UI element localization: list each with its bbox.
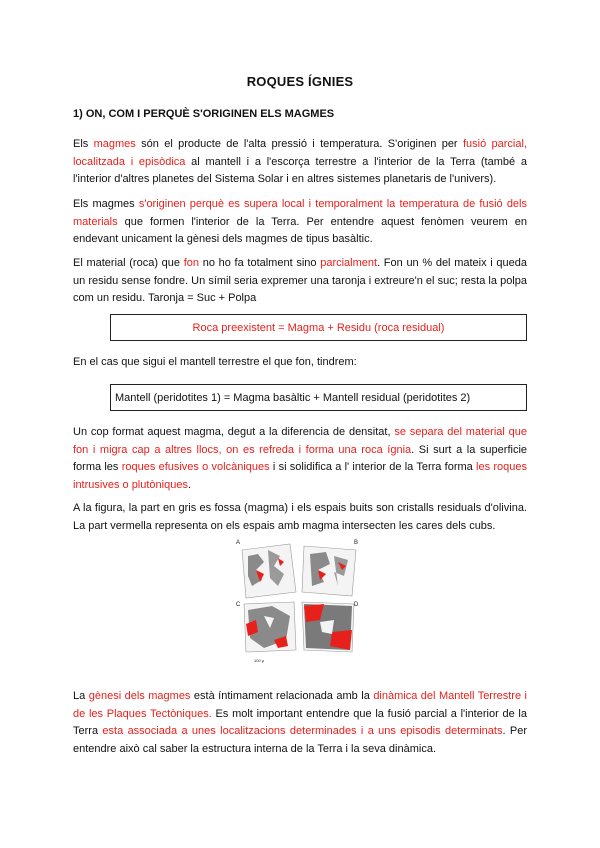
highlight-text: magmes [93, 138, 136, 150]
figure-label-a: A [236, 540, 241, 546]
paragraph-2 [73, 196, 527, 249]
text: El material (roca) que [73, 257, 184, 269]
highlight-text: s'originen perquè es supera local i temporalment la temperatura de fusió dels materials [73, 198, 527, 228]
highlight-text: fusió parcial, localitzada i episòdica [73, 138, 527, 168]
highlight-text: dinàmica del Mantell Terrestre i de les Plaques Tectòniques. [73, 690, 528, 720]
paragraph-6: A la figura, la part en gris es fossa (magma) i els espais buits son cristalls residuals d'olivina. La part vermella representa on els espais amb magma intersecten les cares dels cubs. [73, 502, 527, 532]
paragraph-1 [73, 136, 527, 189]
olivine-cubes-figure [234, 536, 364, 666]
cube-a [242, 544, 296, 598]
paragraph-4: En el cas que sigui el mantell terrestre el que fon, tindrem: [73, 356, 357, 368]
highlight-text: les roques intrusives o plutòniques [73, 461, 527, 491]
paragraph-5 [73, 424, 527, 494]
text: són el producte de l'alta pressió i temperatura. S'originen per [135, 138, 463, 150]
highlight-text: fon [183, 257, 200, 269]
text: Un cop format aquest magma, degut a la diferencia de densitat, [73, 426, 395, 438]
text: . Si surt a la superficie forma les [73, 443, 528, 473]
paragraph-7 [73, 688, 527, 758]
text: que formen l'interior de la Terra. Per entendre aquest fenòmen veurem en endevant unicament la gènesi dels magmes de tipus basàltic. [73, 215, 527, 245]
equation-box-rock: Roca preexistent = Magma + Residu (roca residual) [110, 314, 527, 341]
paragraph-3 [73, 255, 527, 308]
highlight-text: esta associada a unes localitzacions determinades i a uns episodis determinats [102, 725, 503, 737]
page-title: ROQUES ÍGNIES [246, 74, 354, 89]
figure-label-d: D [354, 602, 359, 608]
cube-b [302, 546, 356, 596]
highlight-text: roques efusives o volcàniques [121, 461, 270, 473]
cube-d [302, 602, 354, 652]
text: Es molt important entendre que la fusió parcial a l'interior de la Terra [73, 707, 527, 737]
highlight-text: se separa del material que fon i migra cap a altres llocs, on es refreda i forma una roca ígnia [73, 426, 527, 456]
cube-c [244, 602, 296, 652]
text: . [187, 478, 192, 491]
highlight-text: parcialment [320, 257, 378, 269]
text: . Fon un % del mateix i queda un residu sense fondre. Un símil seria expremer una taronja i extreure'n el suc; resta la polpa com un residu. Taronja = Suc + Polpa [73, 257, 527, 304]
text: al mantell i a l'escorça terrestre a l'interior de la Terra (també a l'interior d'altres planetes del Sistema Solar i en altres sistemes planetaris de l'univers). [73, 155, 527, 185]
text: Els [73, 138, 94, 150]
figure-scale-label: 100 μ [254, 658, 265, 663]
text: no ho fa totalment sino [199, 257, 321, 269]
figure-label-b: B [354, 540, 359, 546]
text: La [73, 690, 89, 702]
text: està íntimament relacionada amb la [190, 690, 374, 702]
figure-label-c: C [236, 602, 241, 608]
section-heading: 1) ON, COM I PERQUÈ S'ORIGINEN ELS MAGMES [73, 108, 335, 120]
highlight-text: gènesi dels magmes [88, 690, 191, 702]
equation-box-mantle: Mantell (peridotites 1) = Magma basàltic + Mantell residual (peridotites 2) [110, 384, 527, 411]
text: . Per entendre això cal saber la estructura interna de la Terra i la seva dinàmica. [73, 725, 527, 755]
text: Els magmes [73, 198, 139, 210]
text: i si solidifica a l' interior de la Terra forma [269, 461, 477, 473]
